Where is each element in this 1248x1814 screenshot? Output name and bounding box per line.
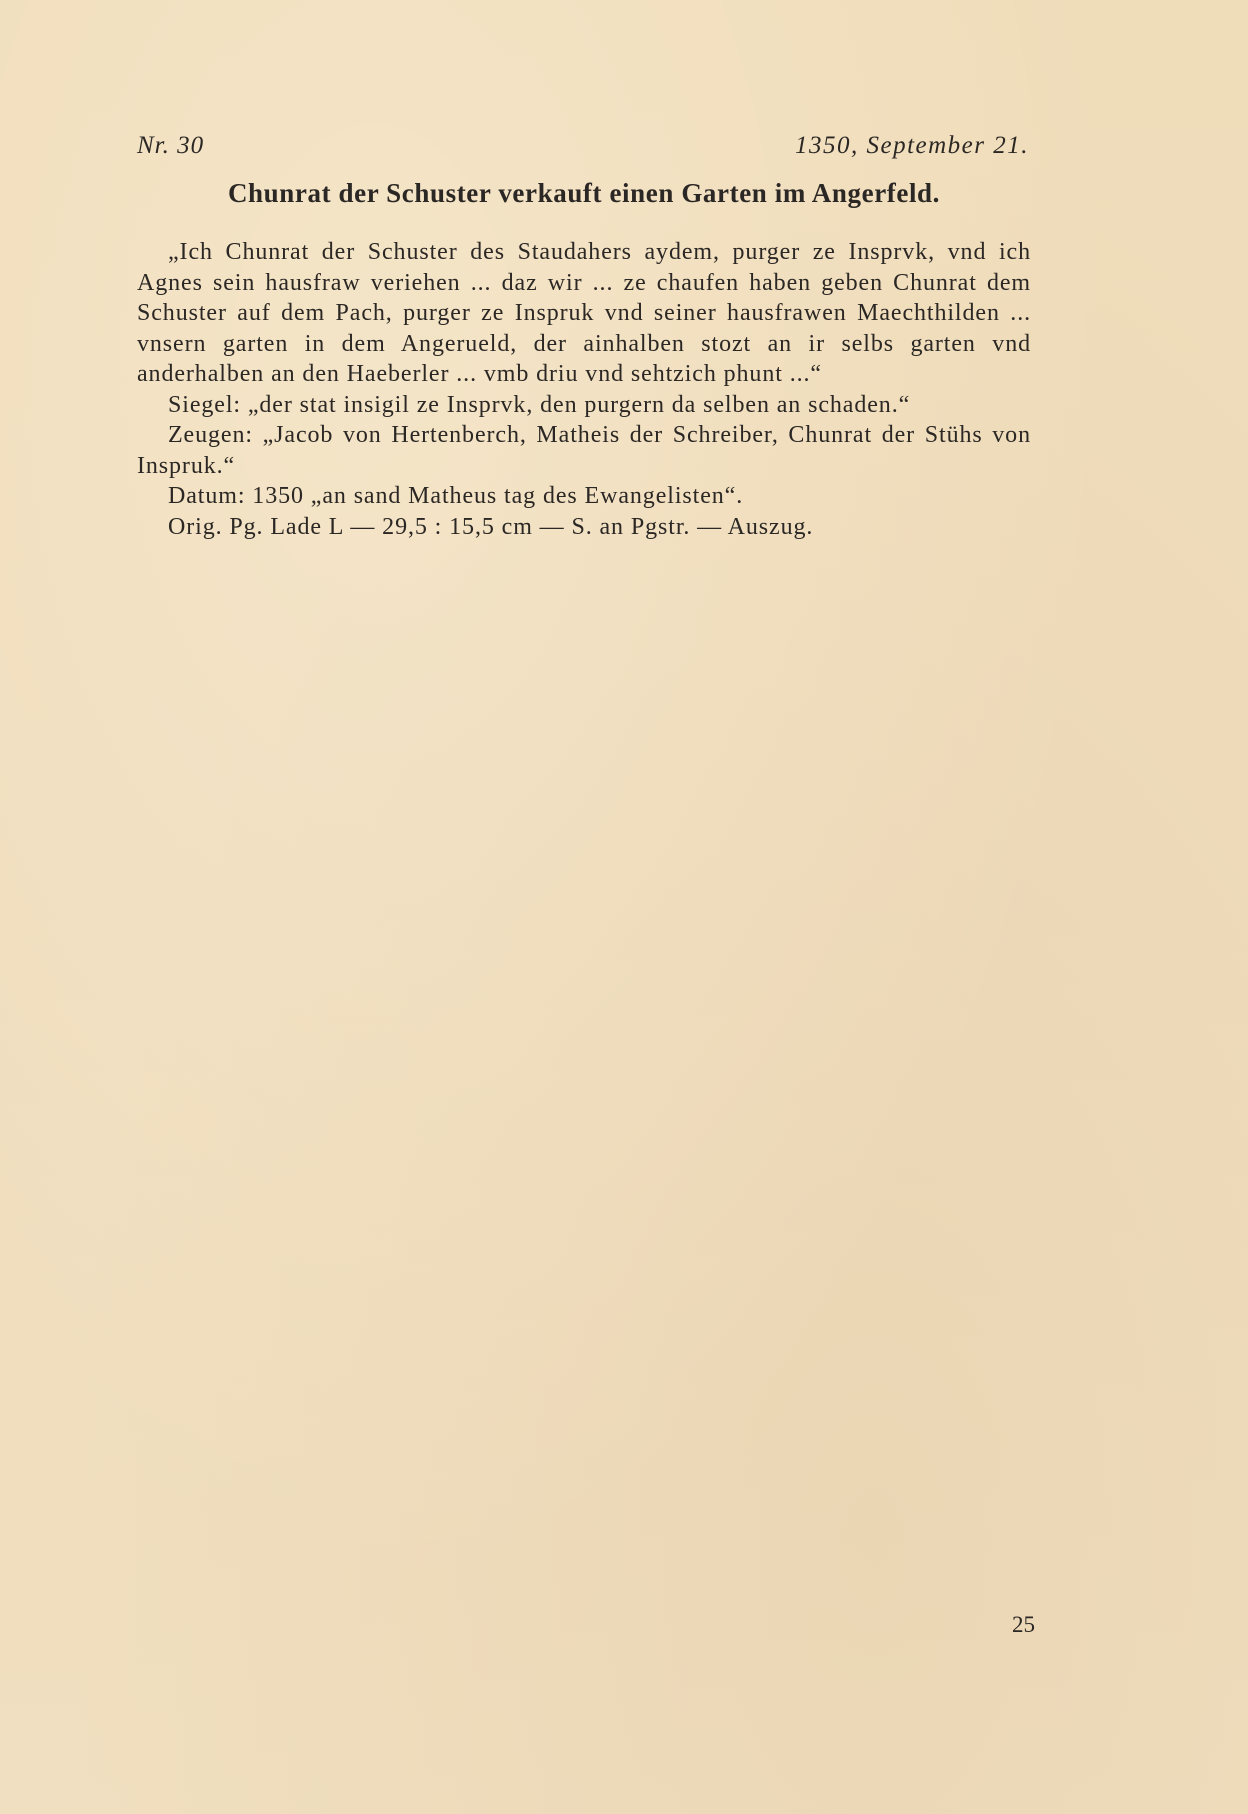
document-title: Chunrat der Schuster verkauft einen Garten im Angerfeld. [227, 178, 941, 208]
date-note: Datum: 1350 „an sand Matheus tag des Ewangelisten“. [168, 483, 744, 509]
witnesses-note: Zeugen: „Jacob von Hertenberch, Matheis der Schreiber, Chunrat der Stühs von Inspruk.“ [137, 422, 1031, 479]
seal-note: Siegel: „der stat insigil ze Insprvk, den purgern da selben an schaden.“ [168, 391, 911, 418]
document-body [137, 237, 1031, 542]
document-number: Nr. 30 [137, 132, 205, 159]
origin-note: Orig. Pg. Lade L — 29,5 : 15,5 cm — S. an Pgstr. — Auszug. [168, 513, 814, 540]
document-date: 1350, September 21. [794, 132, 1029, 159]
charter-quote: „Ich Chunrat der Schuster des Staudahers aydem, purger ze Insprvk, vnd ich Agnes sein hausfraw veriehen ... daz wir ... ze chaufen haben geben Chunrat dem Schuster auf dem Pach, purger ze Inspruk vnd seiner hausfrawen Maechthilden ... vnsern garten in dem Angerueld, der ainhalben stozt an ir selbs garten vnd anderhalben an den Haeberler ... vmb driu vnd sehtzich phunt ...“ [137, 239, 1031, 387]
page-number: 25 [1012, 1612, 1035, 1637]
